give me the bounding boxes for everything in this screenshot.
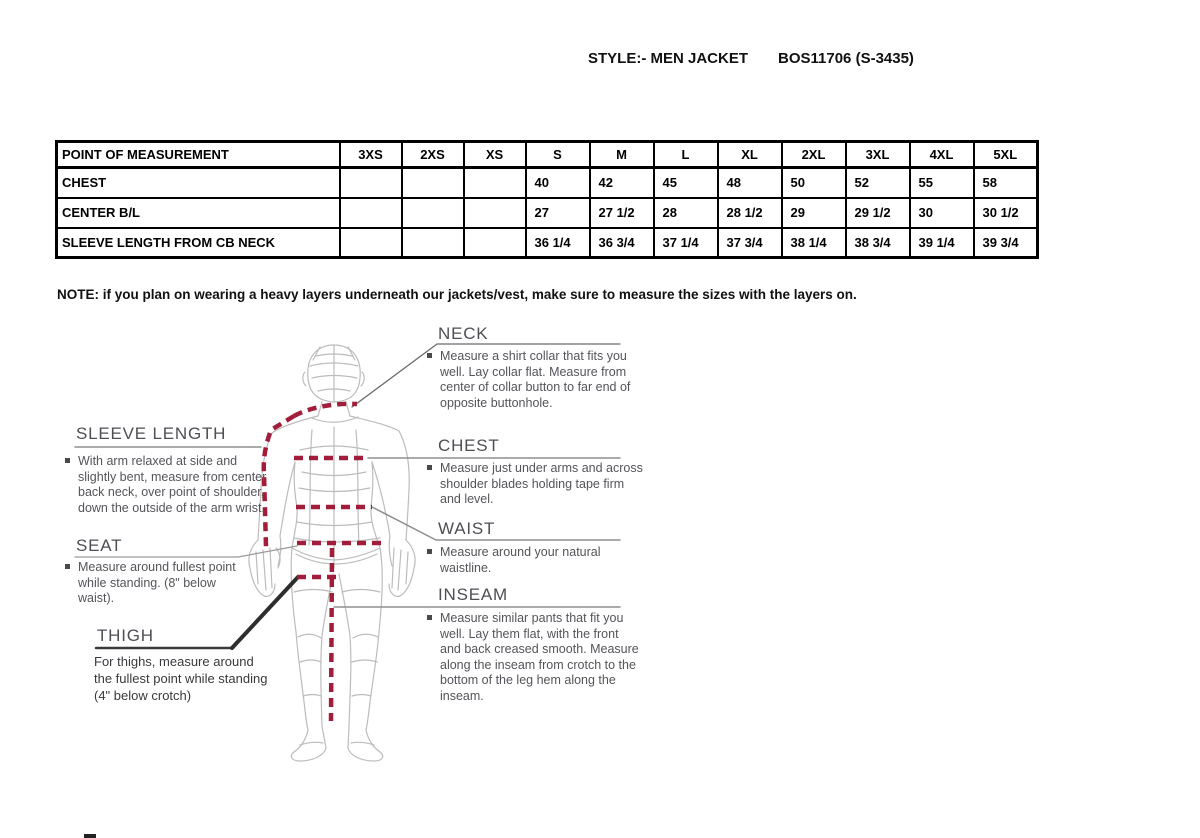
cell [402,228,464,258]
col-header-point-of-measurement: POINT OF MEASUREMENT [57,142,340,168]
sleeve-length-description: With arm relaxed at side and slightly bent, measure from center back neck, over point of shoulder, down the outside of the arm wrist. [78,454,278,516]
cell: 28 1/2 [718,198,782,228]
col-header-l: L [654,142,718,168]
seat-heading: SEAT [76,536,123,555]
cell: 37 3/4 [718,228,782,258]
cell: 50 [782,168,846,198]
cell [464,168,526,198]
col-header-2xl: 2XL [782,142,846,168]
style-code: BOS11706 (S-3435) [778,50,914,67]
bullet-icon [427,465,432,470]
cell: 36 3/4 [590,228,654,258]
cell [464,228,526,258]
cell [340,228,402,258]
cell [402,198,464,228]
cell [340,168,402,198]
inseam-description: Measure similar pants that fit you well. Lay them flat, with the front and back creased smooth. Measure along the inseam from crotch to the bottom of the leg hem along the inseam. [440,611,640,704]
col-header-xs: XS [464,142,526,168]
col-header-5xl: 5XL [974,142,1038,168]
waist-pointer-line [372,507,620,540]
cell [464,198,526,228]
seat-description: Measure around fullest point while standing. (8" below waist). [78,560,248,607]
cell: 29 1/2 [846,198,910,228]
cell: 48 [718,168,782,198]
cell [340,198,402,228]
waist-description: Measure around your natural waistline. [440,545,630,576]
col-header-s: S [526,142,590,168]
bullet-icon [427,615,432,620]
table-row-sleeve-length [57,228,1038,258]
col-header-3xl: 3XL [846,142,910,168]
cell: 55 [910,168,974,198]
col-header-2xs: 2XS [402,142,464,168]
table-row-center-bl [57,198,1038,228]
cell: 38 1/4 [782,228,846,258]
cell: 38 3/4 [846,228,910,258]
note-text: NOTE: if you plan on wearing a heavy layers underneath our jackets/vest, make sure to measure the sizes with the layers on. [57,287,857,302]
size-chart-table [55,140,1039,259]
cell: 58 [974,168,1038,198]
bullet-icon [427,549,432,554]
neck-heading: NECK [438,324,489,343]
row-label: SLEEVE LENGTH FROM CB NECK [57,228,340,258]
cell: 45 [654,168,718,198]
col-header-m: M [590,142,654,168]
col-header-3xs: 3XS [340,142,402,168]
bullet-icon [427,353,432,358]
neck-description: Measure a shirt collar that fits you well. Lay collar flat. Measure from center of collar button to far end of opposite buttonhole. [440,349,640,411]
sleeve-length-heading: SLEEVE LENGTH [76,424,227,443]
row-label: CENTER B/L [57,198,340,228]
cell: 37 1/4 [654,228,718,258]
chest-heading: CHEST [438,436,500,455]
thigh-heading: THIGH [97,626,154,645]
cell: 28 [654,198,718,228]
cell: 39 3/4 [974,228,1038,258]
cell: 36 1/4 [526,228,590,258]
table-header-row [57,142,1038,168]
bullet-icon [65,564,70,569]
page-title [588,50,914,67]
inseam-heading: INSEAM [438,585,508,604]
cell: 30 [910,198,974,228]
col-header-4xl: 4XL [910,142,974,168]
cell: 42 [590,168,654,198]
col-header-xl: XL [718,142,782,168]
cell: 29 [782,198,846,228]
bullet-icon [65,458,70,463]
table-row-chest [57,168,1038,198]
chest-description: Measure just under arms and across shoulder blades holding tape firm and level. [440,461,645,508]
cell: 40 [526,168,590,198]
cell [402,168,464,198]
cell: 27 1/2 [590,198,654,228]
row-label: CHEST [57,168,340,198]
thigh-description: For thighs, measure around the fullest point while standing (4" below crotch) [94,654,268,703]
cell: 52 [846,168,910,198]
cell: 30 1/2 [974,198,1038,228]
style-label: STYLE:- MEN JACKET [588,50,749,67]
cell: 39 1/4 [910,228,974,258]
cell: 27 [526,198,590,228]
waist-heading: WAIST [438,519,496,538]
inseam-measure-line [331,548,332,721]
page-artifact [84,834,96,838]
